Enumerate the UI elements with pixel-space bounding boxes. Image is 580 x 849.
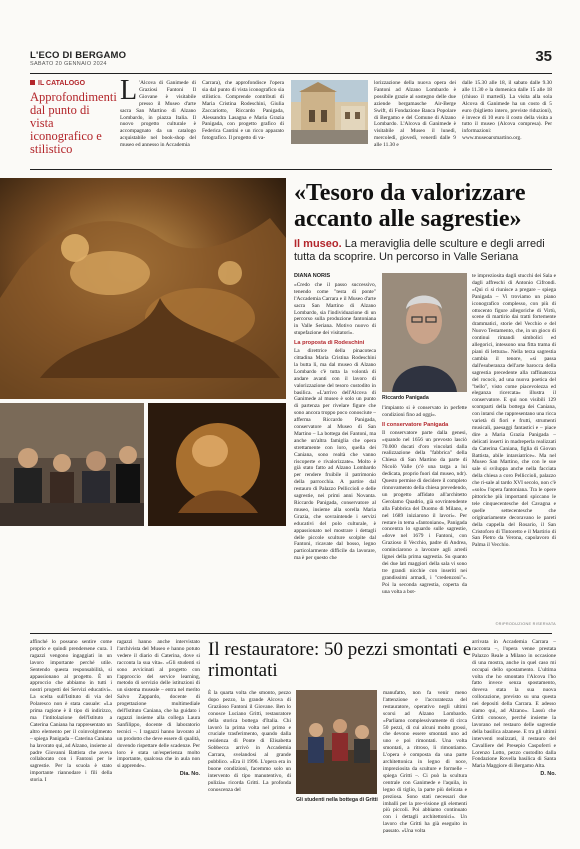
- catalog-col-1: L 'Alcova di Ganimede di Graziosi Fantoni Il Giovane è visitabile presso il Museo d'arte sacra San Martino di Alzano Lombardo, in piazza Italia. Il nuovo progetto culturale è accompagnato da un catalogo acquistabile nel book-shop del museo ed annesso in Accademia: [120, 75, 196, 149]
- dropcap: L: [120, 75, 138, 106]
- bottom-col-3: È la quarta volta che smonto, pezzo dopo pezzo, la grande Alcova di Graziioso Fantoni il Giovane. Ben lo conosce Luciano Gritti, restauratore della storica bottega d'Italia. Chi lavorò la prima volta nel primo e cruciale trasferimento, quando dalla residenza di Ponte di Elisabetta Sobbecca arrivò in Accademia Carrara, svelandosi al grande pubblico. «Era il 1996. L'opera era in buone condizioni, facemmo solo un intervento di tipo manutentivo, di pulizia» ricorda Gritti. La profonda conoscenza del: [208, 690, 291, 793]
- workshop-caption: Gli studenti nella bottega di Gritti: [296, 797, 378, 803]
- bottom-col-1: affinché lo possano sentire come proprio e quindi prendersene cura. I ragazzi vengono ingaggiati in un lavoro importante perché utile. Sentendo questa responsabilità, si appassionano al progetto. È un approccio che abbiamo in tutti i nostri progetti dei Servizi educativi». La scelta sull'Istituto di via del Polaresco non è stata casuale: «La prima ragione è il tipo di indirizzo, ma l'intitolazione dell'Istituto a Caterina Caniana ha rappresentato un altro elemento per il coinvolgimento – spiega Panigada – Caterina Caniana ha lavorato qui, ad Alzano, insieme al padre Giovanni Battista che aveva collaborato con i Fantoni per le sagrestie. Per la scuola è stato importante riannodare i fili della storia. I: [30, 639, 112, 784]
- catalog-col-3: lorizzazione della nuova opera dei Fantoni ad Alzano Lombardo è possibile grazie al sostegno delle due aziende bergamasche Air-Berge Swift, di Fondazione Banca Popolare di Bergamo e del Comune di Alzano Lombardo. L'Alcova di Ganimede è visitabile al Museo il lunedì, mercoledì, giovedì, venerdì dalle 9 alle 11.30 e: [374, 80, 456, 149]
- museum-building-illustration: [291, 80, 368, 144]
- page-number: 35: [535, 48, 552, 65]
- portrait-photo: [382, 273, 467, 392]
- section-rule: [30, 169, 552, 170]
- header-rule: [30, 73, 552, 74]
- article-lead: [294, 238, 556, 264]
- article-col-3: te impreziosita dagli stucchi dei Sala e dagli affreschi di Antonio Cifrondi. «Qui ci si riunisce a pregare – spiega Panigada – Vi troviamo un piano iconografico complesso, con più di ottocento figure allegoriche di Virtù, scene di martirio dai tratti fortemente drammatici, storie del Vecchio e del Nuovo Testamento, che, in un gioco di continui rimandi simbolici ed allegorici, intessono una fitta trama di piani di lettura». Nella terza sagrestia cambia il tenore, «si passa dall'esuberanza dell'arte barocca della sagrestia precedente alla raffinatezza del rococò, ad una nuova poetica del "bello", visto come piacevolezza ed eleganza ricercata» illustra il conservatore. E qui non visibili 129 scomparti della bottega dei Caniana, con intarsi che rappresentano una ricca varietà di fiori e frutti, strumenti musicali, paesaggi fantastici e – piace dire a Maria Grazia Panigada – delicati inserti in madreperla realizzati da Caterina Caniana, figlia di Giovan Battista, abile intarsiatrice». Ma nel Museo San Martino, che con le sue sale si sviluppa anche nella facciata della chiesa a coro Pelliccioli, palazzo che ri-sale al tardo XVI secolo, non c'è «solo» l'opera fantoniana. Tra le opere pittoriche più importanti spiccano le tele cinquecentesche del Cavagna e quelle settecentesche che originariamente decoravano le pareti della cappella del Rosario, il San Cristoforo di Tintoretto e il Martirio di San Pietro da Verona, capolavoro di Palma il Vecchio.: [472, 273, 556, 549]
- article-col-2: l'impianto si è conservato in perfette condizioni fino ad oggi». Il conservatore Panigada Il conservatore parte dalla genesi, «quando nel 1656 un prevosto lasciò 70.000 ducati d'oro vincolati dalla realizzazione della "fabbrica" della Chiesa di San Martino da parte di Nicolò Valle (c'è una targa a lui dedicata, proprio fuori dal museo, ndr). Questo permise di decidere il completo rinnovamento della chiesa prevedendo, un progetto affidato all'architetto Gerolamo Quadrio, già sovrintendente alla Fabbrica del Duomo di Milano, e nel 1689 iniziarono il lavori». Per restare in tema «fantoniano», Panigada concentra lo sguardo sulle sagrestie, «dove nel 1679 i Fantoni, con Grazioso il Vecchio, padre di Andrea, cominciarono a lavorare agli arredi lignei della prima sagrestia. Su quanto dei due lati maggiori della sala vi sono tre grandi nicchie con inseriti nei grandissimi armadi, i "credenzoni"». Poi la seconda sagrestia, coperta da una volta a bot-: [382, 405, 467, 595]
- subhead-panigada: Il conservatore Panigada: [382, 421, 449, 428]
- museum-photo: [291, 80, 368, 144]
- people-meeting-illustration: [0, 403, 144, 526]
- sculpture-photo: [0, 178, 286, 399]
- newspaper-name: L'ECO DI BERGAMO: [30, 50, 127, 61]
- catalog-col-2: Carrara), che approfondisce l'opera sia dal punto di vista iconografico sia stilistico. Comprende contributi di Maria Cristina Rodeschini, Giulia Zaccariotto, Riccardo Panigada, Alessandra Lasagna e Maria Grazia Panigada, con progetto grafico di Federica Cantini e un ricco apparato fotografico. Il progetto di va-: [202, 80, 284, 142]
- signature-2: D. No.: [540, 771, 556, 778]
- subhead-rodeschini: La proposta di Rodeschini: [294, 340, 365, 347]
- catalog-sidebar-head: [30, 80, 116, 156]
- catalog-col-4: dalle 15.30 alle 18, il sabato dalle 9.30 alle 11.30 e la domenica dalle 15 alle 18 (chiuso il martedì). La visita alla sola Alcova di Ganimede ha un costo di 5 euro (biglietto intero, previste riduzioni), è invece di 10 euro il costo della visita a tutto il museo (Alcova compresa). Per informazioni: www.museoarsmartino.org.: [462, 80, 552, 142]
- workshop-photo: [296, 690, 377, 794]
- issue-date: SABATO 20 GENNAIO 2024: [30, 61, 107, 67]
- lead-text: La meraviglia delle sculture e degli arredi tutta da scoprire. Un percorso in Valle Seriana: [294, 238, 545, 263]
- workshop-illustration: [296, 690, 377, 794]
- portrait-illustration: [382, 273, 467, 392]
- restorer-title: Il restauratore: 50 pezzi smontati e rimontati: [208, 639, 472, 681]
- portrait-caption: Riccardo Panigada: [382, 395, 429, 401]
- catalog-title: Approfondimenti dal punto di vista iconografico e stilistico: [30, 90, 117, 156]
- baroque-sculpture-illustration: [0, 178, 286, 399]
- catalog-kicker: IL CATALOGO: [30, 80, 116, 87]
- bottom-rule: [30, 633, 552, 634]
- copyright-notice: ©RIPRODUZIONE RISERVATA: [495, 622, 556, 626]
- bottom-col-4: manufatto, non fa venir meno l'attenzione e l'accuratezza del restauratore, operativo negli ultimi scorsi ad Alzano Lombardo. «Parliamo complessivamente di circa 50 pezzi, di cui alcuni molto grossi, che devono essere smontati uno ad uno e poi rimontati. Una volta smontati, a ritroso, li rimontiamo. L'opera è composta da una parte architettonica in legno di noce, impreziosita da sculture e formelle – spiega Gritti –. Ci può la scultura centrale con Ganimede e l'aquila, in legno di tiglio, la parte più delicata e preziosa. Sono stati necessari due imballi per la pre-visione gli elementi più piccoli. Poi abbiamo continuato con i dettagli architettonici». Un lavoro che Gritti ha già eseguito in passato. «Una volta: [383, 690, 467, 835]
- lead-kicker: Il museo.: [294, 238, 342, 250]
- carved-figure-photo: [148, 403, 286, 526]
- meeting-photo: [0, 403, 144, 526]
- byline: DIANA NORIS: [294, 273, 331, 279]
- signature-1: Dia. No.: [179, 771, 200, 778]
- bottom-col-5: arrivata in Accademia Carrara – racconta –, l'opera venne prestata Palazzo Reale a Milano in occasione di una mostra, anche in quel caso mi occupai dello spostamento. L'ultima volta che ho smontato l'Alcova l'ho fatto invece senza spostamento, doveva stata la sua nuova collocazione, previsto su una questa nei depositi della Carrara. E adesso siamo qui, ad Alzano». Lassù che Gritti conosce, perché insieme la lavorano nel restauro delle sagrestie della basilica alzanese. E tra gli ultimi interventi realizzati, il restauro del Cavalliere del Presepio Caspoferri e Lorenzo Lotto, pezzo custodito dalla Fondazione Rovella basilica di Santa Maria Maggiore di Bergamo Alta. D. No.: [472, 639, 556, 778]
- article-title: «Tesoro da valorizzare accanto alle sagrestie»: [294, 180, 526, 232]
- carved-figure-illustration: [148, 403, 286, 526]
- article-col-1: DIANA NORIS «Credo che il passo successivo, tenendo come "testa di ponte" l'Accademia Carrara e il Museo d'arte sacra San Martino di Alzano Lombardo, sia l'individuazione di un percorso sulla produzione fantoniana in Valle Seriana. Motivo nuovo di stupefazione dei visitatori». La proposta di Rodeschini La direttrice della pinacoteca cittadina Maria Cristina Rodeschini la butta lì, ma dal museo di Alzano Lombardo c'è tutta la volontà di andare avanti con il lavoro di valorizzazione del tesoro custodito in basilica. «L'arrivo dell'Alcova di Ganimede al museo è solo un punto di partenza per rivelare figure che sono ancora troppo poco conosciute – afferma Riccardo Panigada, conservatore al Museo di San Martino – La bottega dei Fantoni, ma anche un'altra famiglia che opera strettamente con loro, quella dei Caniana, sono realtà che vanno riscoperte e rivalorizzate». Molto è già stato fatto ad Alzano Lombardo per rendere fruibile il patrimonio della parrocchia. A partire dal restauro di Palazzo Pelliccioli e delle sagrestie, nei primi anni Novanta. Riccardo Panigada, conservatore al museo, insieme alla sorella Maria Grazia, che sovraintende i servizi educativi del polo culturale, è appassionato nel mostrare i dettagli delle piccole sculture scolpite dal Fantoni, ricavate dal bosso, legno particolarmente difficile da lavorare, ma è per questo che: [294, 273, 376, 562]
- bottom-col-2: ragazzi hanno anche intervistato l'archivista del Museo e hanno potuto vedere il diario di Caterina, dove si racconta la sua vita». «Gli studenti si sono avvicinati al progetto con l'approccio del service learning, metodo di servizio delle istituzioni di un sistema museale – entra nel merito Salvo Zappardo, docente di progettazione multimediale dell'Istituto Caniana, che ha guidato i ragazzi insieme alla collega Laura Sanfilippo, docente di laboratorio tecnici –. I ragazzi hanno lavorato al un prodotto che deve essere di qualità, dovendo rispettare delle scadenze. Per loro è stata un'esperienza molto importante, qualcosa che in aula non si apprende». Dia. No.: [117, 639, 200, 778]
